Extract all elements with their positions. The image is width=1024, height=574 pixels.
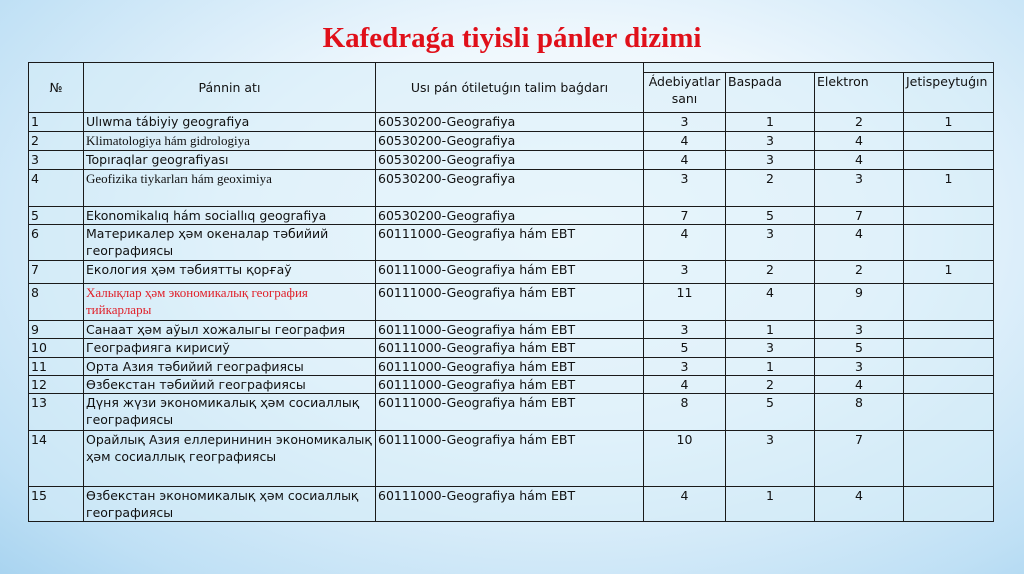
table-row xyxy=(29,284,994,321)
study-direction: 60111000-Geografiya hám EBT xyxy=(376,284,644,321)
subject-name: Өзбекстан тәбийий географиясы xyxy=(84,376,376,394)
literature-count: 3 xyxy=(644,261,726,284)
shortage-count: 1 xyxy=(904,170,994,207)
study-direction: 60111000-Geografiya hám EBT xyxy=(376,261,644,284)
study-direction: 60111000-Geografiya hám EBT xyxy=(376,225,644,261)
row-num: 12 xyxy=(29,376,84,394)
table-row xyxy=(29,261,994,284)
shortage-count xyxy=(904,376,994,394)
shortage-count xyxy=(904,284,994,321)
study-direction: 60530200-Geografiya xyxy=(376,170,644,207)
study-direction: 60530200-Geografiya xyxy=(376,113,644,132)
header-name: Pánnin atı xyxy=(84,63,376,113)
literature-count: 5 xyxy=(644,339,726,358)
slide-title: Kafedraǵa tiyisli pánler dizimi xyxy=(322,22,702,54)
literature-count: 10 xyxy=(644,431,726,487)
literature-count: 4 xyxy=(644,376,726,394)
shortage-count xyxy=(904,207,994,225)
print-count: 1 xyxy=(726,321,815,339)
print-count: 3 xyxy=(726,151,815,170)
electronic-count: 7 xyxy=(815,431,904,487)
literature-count: 3 xyxy=(644,170,726,207)
header-group xyxy=(644,63,994,73)
row-num: 8 xyxy=(29,284,84,321)
header-num: № xyxy=(29,63,84,113)
row-num: 1 xyxy=(29,113,84,132)
subject-name: Орайлық Азия еллерининин экономикалық ҳәм сосиаллық географиясы xyxy=(84,431,376,487)
study-direction: 60111000-Geografiya hám EBT xyxy=(376,339,644,358)
shortage-count xyxy=(904,321,994,339)
table-row xyxy=(29,132,994,151)
shortage-count xyxy=(904,487,994,522)
study-direction: 60530200-Geografiya xyxy=(376,151,644,170)
row-num: 4 xyxy=(29,170,84,207)
study-direction: 60111000-Geografiya hám EBT xyxy=(376,394,644,431)
literature-count: 3 xyxy=(644,113,726,132)
print-count: 2 xyxy=(726,376,815,394)
print-count: 2 xyxy=(726,261,815,284)
print-count: 3 xyxy=(726,339,815,358)
header-shortage: Jetispeytuǵın xyxy=(904,73,994,113)
literature-count: 4 xyxy=(644,151,726,170)
row-num: 11 xyxy=(29,358,84,376)
print-count: 1 xyxy=(726,358,815,376)
subject-name: Орта Азия тәбийий географиясы xyxy=(84,358,376,376)
study-direction: 60111000-Geografiya hám EBT xyxy=(376,358,644,376)
subject-name: Халықлар ҳәм экономикалық география тийкарлары xyxy=(84,284,376,321)
header-literature: Ádebiyatlar sanı xyxy=(644,73,726,113)
print-count: 3 xyxy=(726,431,815,487)
table-row xyxy=(29,225,994,261)
literature-count: 3 xyxy=(644,321,726,339)
electronic-count: 7 xyxy=(815,207,904,225)
row-num: 10 xyxy=(29,339,84,358)
row-num: 14 xyxy=(29,431,84,487)
shortage-count xyxy=(904,431,994,487)
subject-name: Дүня жүзи экономикалық ҳәм сосиаллық географиясы xyxy=(84,394,376,431)
print-count: 3 xyxy=(726,132,815,151)
row-num: 9 xyxy=(29,321,84,339)
table-row xyxy=(29,207,994,225)
study-direction: 60111000-Geografiya hám EBT xyxy=(376,431,644,487)
row-num: 5 xyxy=(29,207,84,225)
shortage-count xyxy=(904,132,994,151)
print-count: 2 xyxy=(726,170,815,207)
header-print: Baspada xyxy=(726,73,815,113)
electronic-count: 2 xyxy=(815,261,904,284)
table-row xyxy=(29,339,994,358)
subjects-table xyxy=(28,62,994,522)
literature-count: 4 xyxy=(644,225,726,261)
table-row xyxy=(29,376,994,394)
table-row xyxy=(29,394,994,431)
print-count: 1 xyxy=(726,487,815,522)
subject-name: Klimatologiya hám gidrologiya xyxy=(84,132,376,151)
row-num: 3 xyxy=(29,151,84,170)
literature-count: 4 xyxy=(644,487,726,522)
electronic-count: 4 xyxy=(815,151,904,170)
shortage-count xyxy=(904,339,994,358)
electronic-count: 8 xyxy=(815,394,904,431)
literature-count: 11 xyxy=(644,284,726,321)
subject-name: Географияга кирисиў xyxy=(84,339,376,358)
subject-name: Өзбекстан экономикалық ҳәм сосиаллық географиясы xyxy=(84,487,376,522)
subject-name: Topıraqlar geografiyası xyxy=(84,151,376,170)
shortage-count xyxy=(904,151,994,170)
table-row xyxy=(29,170,994,207)
study-direction: 60530200-Geografiya xyxy=(376,207,644,225)
table-row xyxy=(29,487,994,522)
print-count: 5 xyxy=(726,394,815,431)
electronic-count: 4 xyxy=(815,132,904,151)
electronic-count: 5 xyxy=(815,339,904,358)
literature-count: 8 xyxy=(644,394,726,431)
literature-count: 3 xyxy=(644,358,726,376)
electronic-count: 4 xyxy=(815,376,904,394)
literature-count: 4 xyxy=(644,132,726,151)
print-count: 3 xyxy=(726,225,815,261)
electronic-count: 4 xyxy=(815,487,904,522)
study-direction: 60111000-Geografiya hám EBT xyxy=(376,321,644,339)
table-row xyxy=(29,431,994,487)
study-direction: 60530200-Geografiya xyxy=(376,132,644,151)
table-row xyxy=(29,358,994,376)
row-num: 7 xyxy=(29,261,84,284)
electronic-count: 2 xyxy=(815,113,904,132)
shortage-count xyxy=(904,358,994,376)
shortage-count xyxy=(904,394,994,431)
electronic-count: 3 xyxy=(815,321,904,339)
study-direction: 60111000-Geografiya hám EBT xyxy=(376,487,644,522)
table-row xyxy=(29,321,994,339)
electronic-count: 9 xyxy=(815,284,904,321)
shortage-count xyxy=(904,225,994,261)
print-count: 5 xyxy=(726,207,815,225)
electronic-count: 3 xyxy=(815,358,904,376)
table-row xyxy=(29,113,994,132)
header-direction: Usı pán ótiletuǵın talim baǵdarı xyxy=(376,63,644,113)
row-num: 15 xyxy=(29,487,84,522)
study-direction: 60111000-Geografiya hám EBT xyxy=(376,376,644,394)
row-num: 13 xyxy=(29,394,84,431)
header-electronic: Elektron xyxy=(815,73,904,113)
print-count: 1 xyxy=(726,113,815,132)
shortage-count: 1 xyxy=(904,261,994,284)
subject-name: Санаат ҳәм аўыл хожалыгы география xyxy=(84,321,376,339)
subject-name: Екология ҳәм тәбиятты қорғаў xyxy=(84,261,376,284)
row-num: 2 xyxy=(29,132,84,151)
table-row xyxy=(29,151,994,170)
subject-name: Материкалер ҳәм океналар тәбийий географиясы xyxy=(84,225,376,261)
literature-count: 7 xyxy=(644,207,726,225)
row-num: 6 xyxy=(29,225,84,261)
print-count: 4 xyxy=(726,284,815,321)
electronic-count: 3 xyxy=(815,170,904,207)
subject-name: Ekonomikalıq hám sociallıq geografiya xyxy=(84,207,376,225)
electronic-count: 4 xyxy=(815,225,904,261)
shortage-count: 1 xyxy=(904,113,994,132)
subject-name: Geofizika tiykarları hám geoximiya xyxy=(84,170,376,207)
subject-name: Ulıwma tábiyiy geografiya xyxy=(84,113,376,132)
